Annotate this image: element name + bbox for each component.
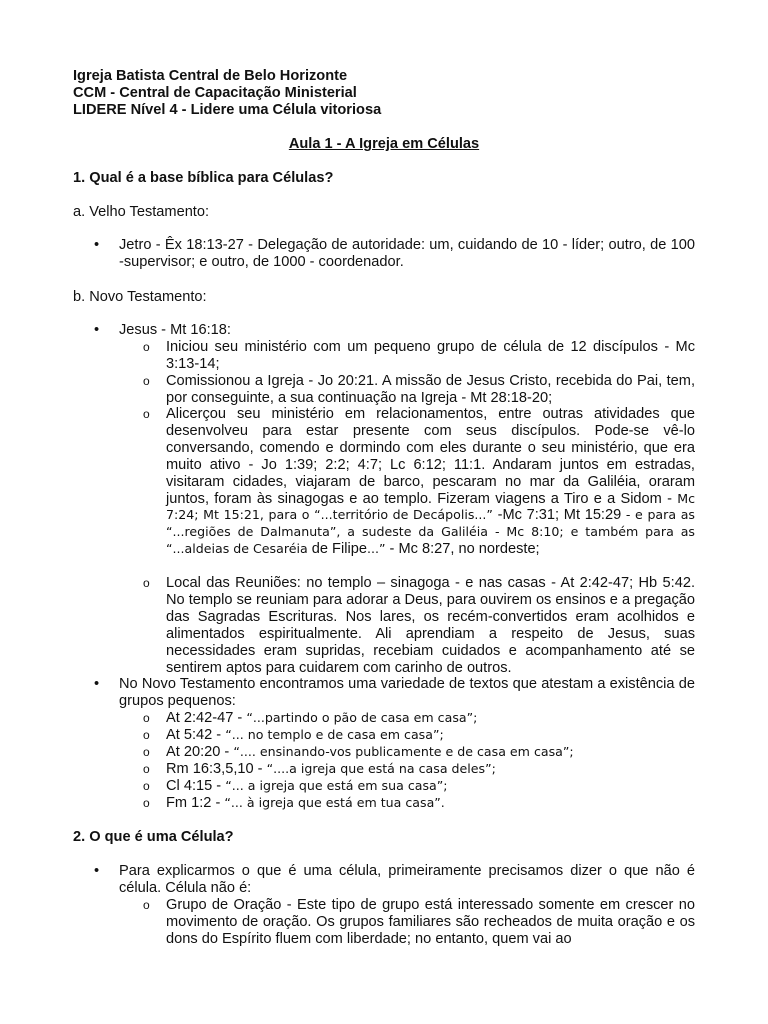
item-3-end: - Mc 8:27, no nordeste;	[385, 541, 540, 558]
item-3-quote-1: Mc 7:24; Mt 15:21, para o “...território de Decápolis...”	[166, 490, 695, 523]
circle-bullet-icon: o	[143, 711, 150, 725]
reference-5-ref: Cl 4:15 -	[166, 778, 226, 794]
reference-3	[166, 744, 695, 761]
jetro-bullet-text: Jetro - Êx 18:13-27 - Delegação de autoridade: um, cuidando de 10 - líder; outro, de 100 -supervisor; e outro, de 1000 - coordenador.	[119, 237, 695, 270]
reference-4-ref: Rm 16:3,5,10 -	[166, 761, 267, 777]
reference-3-ref: At 20:20 -	[166, 744, 234, 760]
item-3-mid-2: de Filipe	[307, 541, 367, 558]
circle-bullet-icon: o	[143, 728, 150, 742]
reference-5-quote: “... a igreja que está em sua casa”;	[225, 778, 448, 793]
reference-1-quote: “...partindo o pão de casa em casa”;	[246, 710, 478, 725]
circle-bullet-icon: o	[143, 576, 150, 590]
item-3-quote-2: - e para as “...regiões de Dalmanuta”, a sudeste da Galiléia - Mc 8:10; e também para as “...aldeias de Cesaréia	[166, 507, 695, 557]
course-level: LIDERE Nível 4 - Lidere uma Célula vitoriosa	[73, 102, 382, 118]
reference-2	[166, 727, 695, 744]
new-testament-item-2: Comissionou a Igreja - Jo 20:21. A missão de Jesus Cristo, recebida do Pai, tem, por conseguinte, a sua continuação na Igreja - Mt 28:18-20;	[166, 373, 695, 406]
ccm-name: CCM - Central de Capacitação Ministerial	[73, 85, 357, 101]
circle-bullet-icon: o	[143, 762, 150, 776]
circle-bullet-icon: o	[143, 745, 150, 759]
reference-1-ref: At 2:42-47 -	[166, 710, 247, 726]
reference-2-quote: “... no templo e de casa em casa”;	[225, 727, 444, 742]
item-3-quote-3: ...”	[366, 541, 386, 557]
reference-4	[166, 761, 695, 778]
reference-6	[166, 795, 695, 812]
bullet-icon: •	[94, 322, 100, 338]
reference-6-quote: “... à igreja que está em tua casa”.	[224, 795, 445, 810]
bullet-icon: •	[94, 237, 100, 253]
bullet-icon: •	[94, 863, 100, 879]
reference-5	[166, 778, 695, 795]
new-testament-heading: b. Novo Testamento:	[73, 289, 207, 305]
reference-1	[166, 710, 695, 727]
question-1-heading: 1. Qual é a base bíblica para Células?	[73, 170, 334, 186]
question-2-heading: 2. O que é uma Célula?	[73, 829, 234, 845]
new-testament-item-3	[166, 406, 695, 558]
circle-bullet-icon: o	[143, 898, 150, 912]
circle-bullet-icon: o	[143, 407, 150, 421]
bullet-icon: •	[94, 676, 100, 692]
item-3-mid-1: -Mc 7:31; Mt 15:29	[492, 507, 622, 524]
reference-2-ref: At 5:42 -	[166, 727, 226, 743]
reference-6-ref: Fm 1:2 -	[166, 795, 225, 811]
church-name: Igreja Batista Central de Belo Horizonte	[73, 68, 348, 84]
circle-bullet-icon: o	[143, 779, 150, 793]
new-testament-item-1: Iniciou seu ministério com um pequeno grupo de célula de 12 discípulos - Mc 3:13-14;	[166, 339, 695, 372]
jesus-label: Jesus - Mt 16:18:	[119, 322, 231, 338]
reference-4-quote: “....a igreja que está na casa deles”;	[266, 761, 496, 776]
variety-intro: No Novo Testamento encontramos uma variedade de textos que atestam a existência de grupos pequenos:	[119, 676, 695, 709]
circle-bullet-icon: o	[143, 796, 150, 810]
old-testament-heading: a. Velho Testamento:	[73, 204, 210, 220]
circle-bullet-icon: o	[143, 374, 150, 388]
document-header	[73, 68, 703, 119]
item-3-text: Alicerçou seu ministério em relacionamentos, entre outras atividades que desenvolveu para estar presente com seus discípulos. Pode-se vê-lo conversando, comendo e dormindo com eles durante o seu ministério, que era muito ativo - Jo 1:39; 2:2; 4:7; Lc 6:12; 11:1. Andaram juntos em estradas, visitaram cidades, viajaram de barco, pescaram no mar da Galiléia, oraram juntos, foram às sinagogas e ao templo. Fizeram viagens a Tiro e a Sidom -	[166, 406, 695, 507]
new-testament-item-4: Local das Reuniões: no templo – sinagoga - e nas casas - At 2:42-47; Hb 5:42. No templo se reuniam para adorar a Deus, para ouvirem os ensinos e a pregação das Sagradas Escrituras. Nos lares, os recém-convertidos eram acolhidos e alimentados espiritualmente. Ali aprendiam a respeito de Jesus, suas necessidades eram supridas, recebiam cuidados e acompanhamento até se sentirem aptos para cuidarem com carinho de outros.	[166, 575, 695, 676]
cell-definition-intro: Para explicarmos o que é uma célula, primeiramente precisamos dizer o que não é célula. Célula não é:	[119, 863, 695, 896]
circle-bullet-icon: o	[143, 340, 150, 354]
lesson-title: Aula 1 - A Igreja em Células	[288, 136, 480, 152]
reference-3-quote: “.... ensinando-vos publicamente e de casa em casa”;	[233, 744, 574, 759]
prayer-group-item: Grupo de Oração - Este tipo de grupo está interessado somente em crescer no movimento de oração. Os grupos familiares são recheados de muita oração e os dons do Espírito fluem com liberdade; no entanto, quem vai ao	[166, 897, 695, 947]
